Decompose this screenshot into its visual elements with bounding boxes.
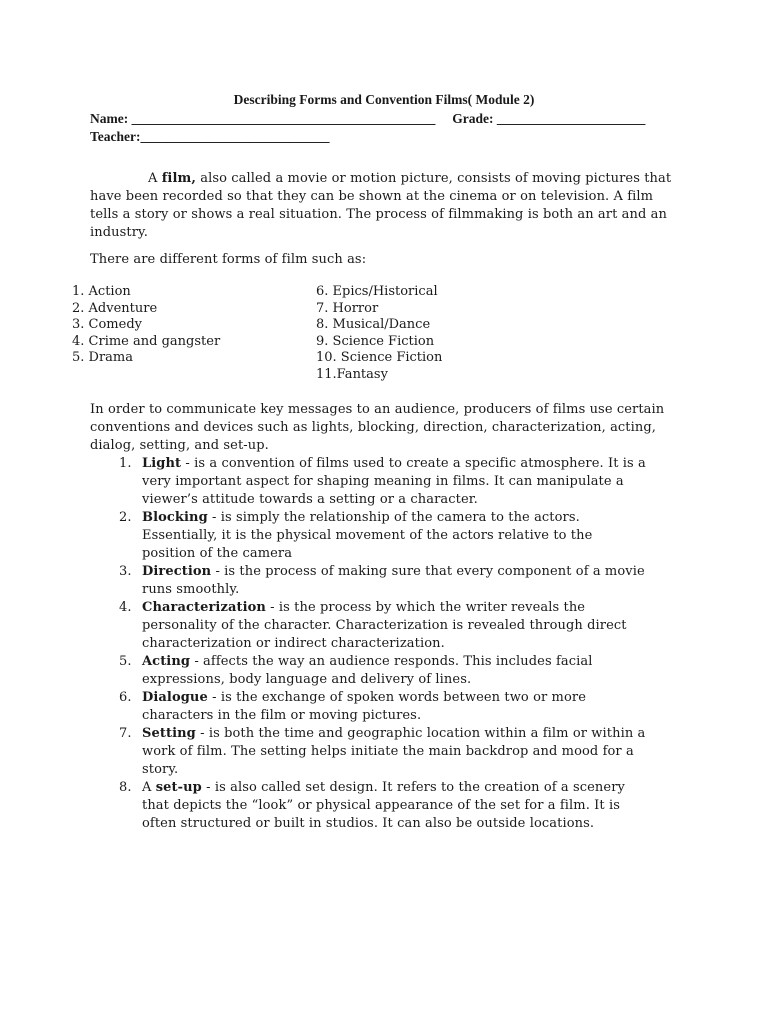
convention-item [114,725,646,779]
item-term: set-up [155,780,202,795]
item-text: - is simply the relationship of the camera to the actors. Essentially, it is the physical movement of the actors relative to the position of the camera [142,510,593,561]
conventions-intro: In order to communicate key messages to an audience, producers of films use certain conventions and devices such as lights, blocking, direction, characterization, acting, dialog, setting, and set-up. [90,402,665,453]
film-form-item: 7. Horror [316,300,379,316]
convention-item [114,563,646,599]
film-forms-list-left [72,284,220,367]
item-term: Setting [142,726,196,741]
item-pre: A [142,780,156,795]
film-term: film, [161,171,196,186]
film-form-item: 4. Crime and gangster [72,333,221,349]
film-form-item: 3. Comedy [72,317,142,333]
name-grade-line: Name: _____________________________________________ Grade: ______________________ [90,111,646,126]
convention-item [114,779,646,833]
item-number: 2. [119,510,132,525]
film-form-item: 9. Science Fiction [316,333,435,349]
intro-rest: also called a movie or motion picture, consists of moving pictures that have been recorded so that they can be shown at the cinema or on television. A film tells a story or shows a real situation. The process of filmmaking is both an art and an industry. [90,171,672,240]
film-form-item: 1. Action [72,284,131,299]
item-term: Light [142,456,182,471]
item-text: - is the process of making sure that every component of a movie runs smoothly. [142,564,645,597]
film-form-item: 6. Epics/Historical [316,284,438,299]
item-number: 6. [119,690,132,705]
film-form-item: 8. Musical/Dance [316,317,431,333]
item-text: - is the process by which the writer reveals the personality of the character. Characterization is revealed through direct characterization or indirect characterization. [142,600,627,651]
item-text: - is both the time and geographic location within a film or within a work of film. The setting helps initiate the main backdrop and mood for a story. [142,726,646,777]
item-number: 3. [119,564,132,579]
item-term: Characterization [142,600,266,615]
convention-item [114,599,646,653]
item-number: 7. [119,726,132,741]
item-text: - is also called set design. It refers to the creation of a scenery that depicts the “look” or physical appearance of the set for a film. It is often structured or built in studios. It can also be outside locations. [142,780,625,831]
film-form-item: 5. Drama [72,350,134,366]
convention-item [114,455,646,509]
intro-lead: A [148,171,162,186]
convention-item [114,509,646,563]
item-term: Dialogue [142,690,208,705]
item-term: Direction [142,564,212,579]
film-form-item: 11.Fantasy [316,366,388,382]
item-number: 5. [119,654,132,669]
teacher-line: Teacher:____________________________ [90,129,330,144]
item-number: 4. [119,600,132,615]
film-form-item: 10. Science Fiction [316,350,443,366]
item-number: 1. [119,456,132,471]
document-title: Describing Forms and Convention Films( Module 2) [233,92,535,107]
item-text: - is the exchange of spoken words between two or more characters in the film or moving pictures. [142,690,587,723]
item-text: - is a convention of films used to create a specific atmosphere. It is a very important aspect for shaping meaning in films. It can manipulate a viewer’s attitude towards a setting or a character. [142,456,646,507]
film-form-item: 2. Adventure [72,300,158,316]
convention-item [114,689,646,725]
forms-intro: There are different forms of film such as: [90,252,367,267]
item-text: - affects the way an audience responds. This includes facial expressions, body language and delivery of lines. [142,654,593,687]
item-term: Blocking [142,510,208,525]
film-forms-list-right [316,284,442,384]
item-term: Acting [142,654,191,669]
convention-item [114,653,646,689]
item-number: 8. [119,780,132,795]
conventions-list [114,455,646,833]
film-definition-paragraph [90,170,678,242]
